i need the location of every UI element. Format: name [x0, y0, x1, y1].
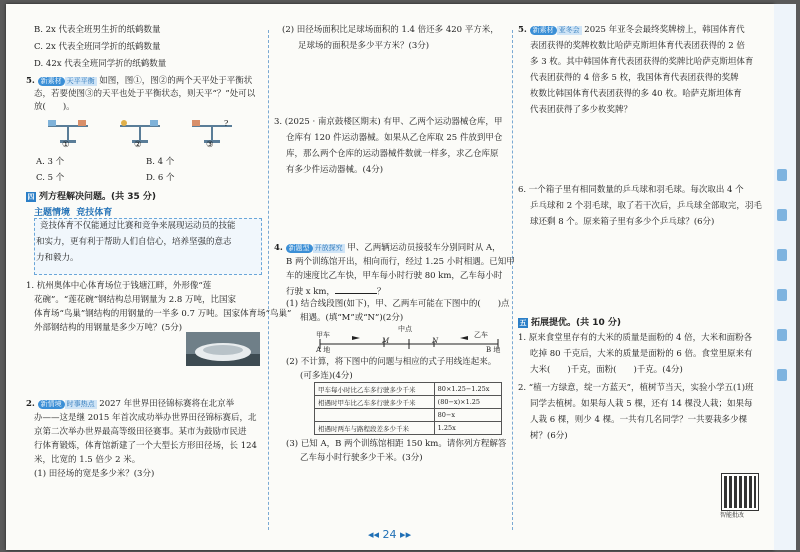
segment-label-mid: 中点 [398, 325, 412, 333]
c3-q5-text5: 枚数比韩国体育代表团获得的多 40 枚。哈萨克斯坦体育 [530, 89, 742, 99]
q1-text3: 体育场“鸟巢”钢结构的用钢量的一半多 0.7 万吨。国家体育场“鸟巢” [34, 309, 292, 319]
q2-tag: 新情境 [38, 400, 65, 409]
q2-sub2-text2: 足球场的面积是多少平方米？(3分) [298, 41, 430, 51]
q4-p1-text1: (1) 结合线段图(如下)，甲、乙两车可能在下图中的( )点 [286, 299, 510, 309]
q6-text1: 6. 一个箱子里有相同数量的乒乓球和羽毛球。每次取出 4 个 [518, 185, 744, 195]
table-row [315, 409, 502, 422]
edge-tab [777, 329, 787, 341]
q5-text2: 态，若要使图③的天平也处于平衡状态，则天平“？”处可以 [34, 89, 256, 99]
theme-label: 主题情境 [34, 208, 71, 218]
q4-p2-text2: (可多连)(4分) [300, 371, 353, 381]
q5-option-a: A. 3 个 [36, 157, 65, 167]
q2-sub1: (1) 田径场的宽是多少米？(3分) [34, 469, 155, 479]
edge-tab [777, 209, 787, 221]
q4-text3: 车的速度比乙车快，甲车每小时行驶 80 km，乙车每小时 [286, 271, 503, 281]
q2-sub2-text1: (2) 田径场面积比足球场面积的 1.4 倍还多 420 平方米， [282, 25, 499, 35]
segment-label-left: 甲车 [316, 331, 330, 339]
q4-line4 [286, 284, 385, 299]
e2-text3: 人栽 6 棵，则少 4 棵。一共有几名同学？一共要栽多少棵 [530, 415, 748, 425]
section-4-icon: 四 [27, 193, 35, 201]
qr-caption: 智能批改 [720, 512, 745, 519]
q1-text1: 1. 杭州奥体中心体育场位于钱塘江畔，外形像“莲 [26, 281, 212, 291]
theme-title: 竞技体育 [76, 208, 113, 218]
scale-label-2: ② [134, 140, 142, 150]
q4-text4b: ？ [376, 287, 386, 297]
option-d: D. 42x 代表全班同学折的纸鹤数量 [34, 59, 167, 69]
q5-option-b: B. 4 个 [146, 157, 175, 167]
q2-tag2: 时事热点 [66, 400, 95, 408]
column-divider [268, 30, 269, 530]
e2-text4: 树？(6分) [530, 431, 568, 441]
segment-point-b: B 地 [486, 346, 501, 354]
table-question: 相遇时甲车比乙车多行驶多少千米 [315, 396, 435, 409]
q4-p2-text1: (2) 不计算，将下图中的问题与相应的式子用线连起来。 [286, 357, 497, 367]
q4-p3-text1: (3) 已知 A，B 两个训练馆相距 150 km。请你列方程解答 [286, 439, 507, 449]
matching-table [314, 382, 502, 435]
q2-line1: 2. 新情境 时事热点 2027 年世界田径锦标赛将在北京举 [26, 399, 235, 409]
edge-tab [777, 249, 787, 261]
segment-point-m: M [382, 337, 390, 345]
q2-text1: 2027 年世界田径锦标赛将在北京举 [99, 399, 235, 409]
q4-p1-text2: 相遇。(填“M”或“N”)(2分) [300, 313, 404, 323]
page-number-value: 24 [382, 528, 397, 541]
c3-q5-text2: 表团获得的奖牌枚数比哈萨克斯坦体育代表团获得的 2 倍 [530, 41, 745, 51]
page-edge-tabs [774, 4, 796, 550]
section-4-heading [26, 189, 156, 202]
q1-text2: 花碗”。“莲花碗”钢结构总用钢量为 2.8 万吨，比国家 [34, 295, 236, 305]
edge-tab [777, 289, 787, 301]
e2-text1: 2. “植一方绿意，绽一方蓝天”，植树节当天，实验小学五(1)班 [518, 383, 754, 393]
table-row [315, 383, 502, 396]
q4-line1: 4. 新题型 开放探究 甲、乙两辆运动员接驳车分别同时从 A， [274, 243, 501, 253]
section-5-icon: 五 [519, 319, 527, 327]
q1-text4: 外部钢结构的用钢量是多少万吨？(5分) [34, 323, 183, 333]
q6-text2: 乒乓球和 2 个羽毛球，取了若干次后，乒乓球全部取完，羽毛 [530, 201, 762, 211]
table-expression: 80×1.25−1.25x [434, 383, 501, 396]
theme-text2: 和实力，更有利于帮助人们自信心，培养坚强的意志 [36, 237, 232, 247]
q4-p3-text2: 乙车每小时行驶多少千米。(3分) [300, 453, 423, 463]
q3-text2: 仓库有 120 件运动器械。如果从乙仓库取 25 件放到甲仓 [286, 133, 503, 143]
e1-text2: 吃掉 80 千克后，大米的质量是面粉的 6 倍。食堂里原来有 [530, 349, 753, 359]
q5-number: 5. [26, 76, 35, 86]
edge-tab [777, 169, 787, 181]
next-page-icon: ▸▸ [400, 528, 412, 541]
page-number [368, 528, 411, 541]
table-row [315, 396, 502, 409]
c3-q5-tag2: 亚冬会 [558, 26, 580, 34]
q5-option-c: C. 5 个 [36, 173, 65, 183]
scale-label-1: ① [62, 140, 70, 150]
c3-q5-text6: 代表团获得了多少枚奖牌？ [530, 105, 633, 115]
q5-option-d: D. 6 个 [146, 173, 175, 183]
section-5-title: 拓展提优。(共 10 分) [531, 318, 622, 328]
scale-label-3: ③ [206, 140, 214, 150]
stadium-photo [186, 332, 260, 366]
c3-q5-text1: 2025 年亚冬会最终奖牌榜上，韩国体育代 [584, 25, 745, 35]
q5-line1 [26, 75, 252, 88]
segment-label-right: 乙车 [474, 331, 488, 339]
q4-text2: B 两个训练馆开出，相向而行，经过 1.25 小时相遇。已知甲 [286, 257, 515, 267]
section-4-title: 列方程解决问题。(共 35 分) [39, 192, 157, 202]
q4-text1: 甲、乙两辆运动员接驳车分别同时从 A， [347, 243, 501, 253]
option-b: B. 2x 代表全班男生折的纸鹤数量 [34, 25, 161, 35]
q2-text4: 行体育锻炼，体育馆新建了一个大型长方形田径场，长 124 [34, 441, 257, 451]
c3-q5-text3: 多 3 枚。其中韩国体育代表团获得的奖牌比哈萨克斯坦体育 [530, 57, 754, 67]
qr-code[interactable] [722, 474, 758, 510]
table-question: 甲车每小时比乙车多行驶多少千米 [315, 383, 435, 396]
prev-page-icon: ◂◂ [368, 528, 380, 541]
table-question: 相遇时两车与路程段差多少千米 [315, 422, 435, 435]
svg-text:?: ? [224, 119, 229, 128]
q2-text3: 京第二次举办世界最高等级田径赛事。某市为鼓励市民进 [34, 427, 247, 437]
q5-text1: 如图，图①，图②的两个天平处于平衡状 [99, 76, 253, 86]
theme-text1: 竞技体育不仅能通过比赛和竞争来展现运动员的技能 [40, 221, 236, 231]
e1-text3: 大米( )千克，面粉( )千克。(4分) [530, 365, 683, 375]
table-expression: 80−x [434, 409, 501, 422]
q4-tag2: 开放探究 [314, 244, 343, 252]
q5-tag: 新素材 [38, 77, 65, 86]
q6-text3: 球还剩 8 个。原来箱子里有多少个乒乓球？(6分) [530, 217, 715, 227]
table-row [315, 422, 502, 435]
column-divider [512, 30, 513, 530]
q2-text5: 米，比宽的 1.5 倍少 2 米。 [34, 455, 141, 465]
c3-q5-text4: 代表团获得的 4 倍多 5 枚，我国体育代表团获得的奖牌 [530, 73, 739, 83]
segment-point-n: N [432, 337, 439, 345]
q4-text4: 行驶 x km， [286, 287, 335, 297]
segment-point-a: A 地 [316, 346, 331, 354]
table-expression: (80−x)×1.25 [434, 396, 501, 409]
theme-header [34, 205, 112, 218]
table-question [315, 409, 435, 422]
q3-text4: 有多少件运动器械。(4分) [286, 165, 384, 175]
table-expression: 1.25x [434, 422, 501, 435]
e1-text1: 1. 原来食堂里存有的大米的质量是面粉的 4 倍，大米和面粉各 [518, 333, 753, 343]
section-5-heading [518, 315, 621, 328]
option-c: C. 2x 代表全班同学折的纸鹤数量 [34, 42, 161, 52]
q3-text3: 库，那么两个仓库的运动器械件数就一样多，求乙仓库原 [286, 149, 499, 159]
q2-text2: 办——这是继 2015 年首次成功举办世界田径锦标赛后，北 [34, 413, 257, 423]
q4-blank [335, 284, 377, 294]
q5-text3: 放( )。 [34, 102, 75, 112]
e2-text2: 同学去植树。如果每人栽 5 棵，还有 14 棵没人栽；如果每 [530, 399, 753, 409]
c3-q5-line1: 5. 新素材 亚冬会 2025 年亚冬会最终奖牌榜上，韩国体育代 [518, 25, 745, 35]
edge-tab [777, 369, 787, 381]
q5-tag2: 天平平衡 [66, 77, 95, 85]
theme-text3: 力和毅力。 [36, 253, 79, 263]
c3-q5-tag: 新素材 [530, 26, 557, 35]
q3-text1: 3. (2025 · 南京鼓楼区期末) 有甲、乙两个运动器械仓库，甲 [274, 117, 503, 127]
q4-tag: 新题型 [286, 244, 313, 253]
